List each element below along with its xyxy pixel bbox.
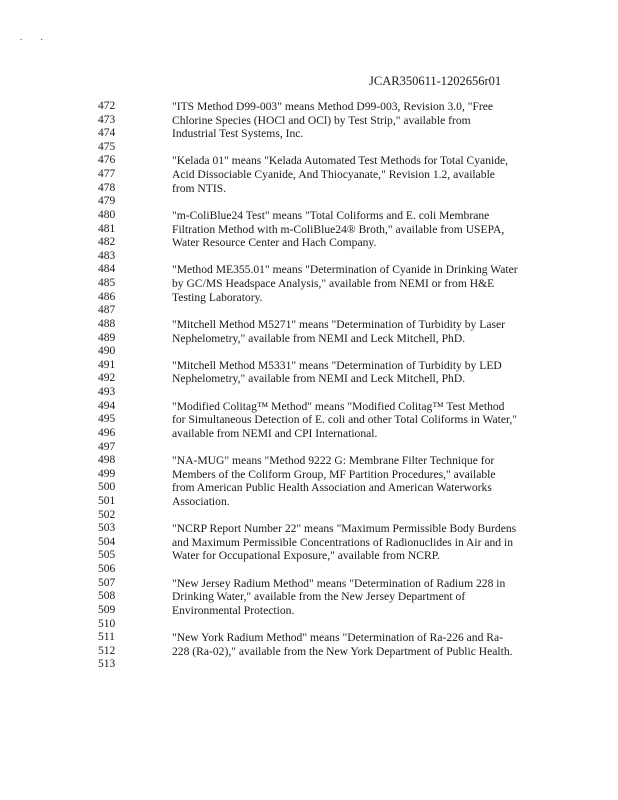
line-number: 501 <box>98 494 116 507</box>
line-number: 486 <box>98 290 116 303</box>
line-text: "New York Radium Method" means "Determination of Ra-226 and Ra- <box>172 631 504 645</box>
line-number: 502 <box>98 508 116 521</box>
line-text: 228 (Ra-02)," available from the New York Department of Public Health. <box>172 644 513 658</box>
line-text: "New Jersey Radium Method" means "Determination of Radium 228 in <box>172 576 506 590</box>
line-text: "Kelada 01" means "Kelada Automated Test Methods for Total Cyanide, <box>172 154 509 168</box>
line-text: Nephelometry," available from NEMI and Leck Mitchell, PhD. <box>172 372 466 386</box>
line-number: 483 <box>98 249 116 262</box>
line-number: 499 <box>98 467 116 480</box>
line-text: Water Resource Center and Hach Company. <box>172 236 377 250</box>
line-number: 485 <box>98 277 116 290</box>
line-number: 479 <box>98 195 116 208</box>
line-number: 507 <box>98 576 116 589</box>
line-number: 492 <box>98 372 116 385</box>
line-number: 513 <box>98 658 116 671</box>
line-number: 498 <box>98 454 116 467</box>
line-text: "Mitchell Method M5331" means "Determination of Turbidity by LED <box>172 358 502 372</box>
line-number: 495 <box>98 413 116 426</box>
line-text: and Maximum Permissible Concentrations of Radionuclides in Air and in <box>172 535 514 549</box>
line-number: 512 <box>98 644 116 657</box>
line-text: for Simultaneous Detection of E. coli and other Total Coliforms in Water," <box>172 413 518 427</box>
line-number: 474 <box>98 127 116 140</box>
line-text: Nephelometry," available from NEMI and Leck Mitchell, PhD. <box>172 331 466 345</box>
line-number: 482 <box>98 236 116 249</box>
line-text: "m-ColiBlue24 Test" means "Total Coliforms and E. coli Membrane <box>172 208 490 222</box>
line-number: 494 <box>98 399 116 412</box>
line-number: 489 <box>98 331 116 344</box>
line-text: "Modified Colitag™ Method" means "Modified Colitag™ Test Method <box>172 399 505 413</box>
line-number: 505 <box>98 549 116 562</box>
line-number: 496 <box>98 426 116 439</box>
line-text: Members of the Coliform Group, MF Partition Procedures," available <box>172 467 496 481</box>
line-text: from NTIS. <box>172 181 227 195</box>
document-header-id: JCAR350611-1202656r01 <box>369 74 502 88</box>
line-number: 475 <box>98 140 116 153</box>
line-number: 497 <box>98 440 116 453</box>
line-text: Testing Laboratory. <box>172 290 263 304</box>
line-number: 478 <box>98 181 116 194</box>
line-text: "Method ME355.01" means "Determination of Cyanide in Drinking Water <box>172 263 518 277</box>
line-number: 472 <box>98 100 116 112</box>
line-number: 510 <box>98 617 116 630</box>
line-text: "Mitchell Method M5271" means "Determination of Turbidity by Laser <box>172 317 505 331</box>
line-text: Acid Dissociable Cyanide, And Thiocyanate," Revision 1.2, available <box>172 168 495 182</box>
line-number: 473 <box>98 113 116 126</box>
line-number: 509 <box>98 603 116 616</box>
line-text: "NA-MUG" means "Method 9222 G: Membrane Filter Technique for <box>172 454 495 468</box>
line-number: 493 <box>98 386 116 399</box>
corner-marks: . . <box>20 32 51 42</box>
line-text: "ITS Method D99-003" means Method D99-003, Revision 3.0, "Free <box>172 100 494 113</box>
line-number: 476 <box>98 154 116 167</box>
line-number: 506 <box>98 563 116 576</box>
line-number: 480 <box>98 208 116 221</box>
line-text: Environmental Protection. <box>172 603 295 617</box>
line-number: 484 <box>98 263 116 276</box>
line-number: 508 <box>98 590 116 603</box>
line-number: 481 <box>98 222 116 235</box>
line-number: 488 <box>98 317 116 330</box>
line-number: 503 <box>98 522 116 535</box>
line-text: by GC/MS Headspace Analysis," available from NEMI or from H&E <box>172 277 495 291</box>
line-number: 511 <box>98 631 115 644</box>
line-text: Drinking Water," available from the New Jersey Department of <box>172 590 466 604</box>
line-number: 500 <box>98 481 116 494</box>
line-text: "NCRP Report Number 22" means "Maximum Permissible Body Burdens <box>172 522 517 536</box>
line-text: Industrial Test Systems, Inc. <box>172 127 304 141</box>
line-text: Association. <box>172 494 230 508</box>
line-number: 477 <box>98 168 116 181</box>
line-number: 487 <box>98 304 116 317</box>
line-text: Water for Occupational Exposure," available from NCRP. <box>172 549 440 563</box>
line-number: 504 <box>98 535 116 548</box>
line-text: Filtration Method with m-ColiBlue24® Broth," available from USEPA, <box>172 222 505 236</box>
line-text: available from NEMI and CPI International. <box>172 426 378 440</box>
line-text: from American Public Health Association and American Waterworks <box>172 481 492 495</box>
line-text: Chlorine Species (HOCl and OCl) by Test Strip," available from <box>172 113 471 127</box>
line-number: 491 <box>98 358 116 371</box>
line-number: 490 <box>98 345 116 358</box>
